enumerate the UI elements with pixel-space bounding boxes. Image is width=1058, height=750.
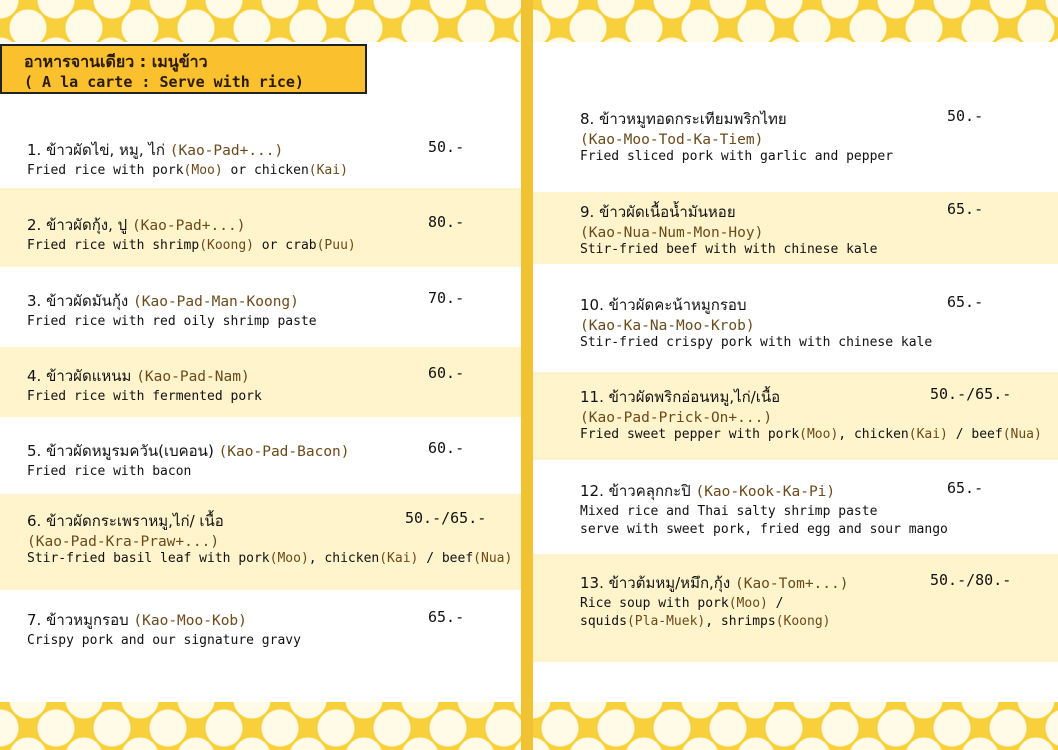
menu-item-romanized: (Kao-Pad-Kra-Praw+...)	[27, 534, 220, 550]
menu-item-romanized: (Kao-Moo-Kob)	[133, 613, 247, 629]
menu-item	[27, 289, 317, 331]
menu-item-romanized: (Kao-Pad-Prick-On+...)	[580, 410, 773, 426]
page-divider	[521, 0, 533, 750]
description-highlight: (Kai)	[308, 163, 348, 178]
description-text: , shrimps	[705, 614, 776, 629]
menu-item-romanized: (Kao-Pad-Bacon)	[218, 444, 350, 460]
menu-item-romanized: (Kao-Ka-Na-Moo-Krob)	[580, 318, 755, 334]
description-text: squids	[580, 614, 627, 629]
section-title-english: ( A la carte : Serve with rice)	[24, 73, 304, 91]
menu-item-price: 65.-	[428, 608, 465, 626]
menu-item-thai: 1. ข้าวผัดไข่, หมู, ไก่	[27, 141, 170, 159]
section-header	[0, 44, 367, 94]
menu-item-romanized: (Kao-Pad+...)	[131, 218, 246, 234]
menu-item-name	[580, 571, 848, 595]
menu-item-description	[27, 550, 512, 568]
menu-item-description	[580, 148, 893, 166]
section-title-thai: อาหารจานเดียว : เมนูข้าว	[24, 52, 208, 71]
menu-item-price: 80.-	[428, 213, 465, 231]
menu-item-description	[27, 162, 348, 180]
menu-item-description	[27, 388, 262, 406]
description-text: , chicken	[838, 427, 909, 442]
menu-item-description	[580, 595, 848, 613]
menu-item-name	[580, 293, 932, 317]
description-highlight: (Moo)	[799, 427, 839, 442]
menu-item-price: 50.-/65.-	[930, 385, 1012, 403]
menu-item-name	[27, 213, 356, 237]
menu-item-price: 50.-	[947, 107, 984, 125]
menu-item	[27, 439, 350, 481]
menu-item-description	[27, 632, 301, 650]
description-text: or crab	[253, 238, 317, 253]
description-text: Fried rice with shrimp	[27, 238, 200, 253]
menu-item-price: 65.-	[947, 479, 984, 497]
menu-item-price: 60.-	[428, 364, 465, 382]
menu-item-romanized: (Kao-Moo-Tod-Ka-Tiem)	[580, 132, 764, 148]
menu-item-thai: 2. ข้าวผัดกุ้ง, ปู	[27, 216, 132, 234]
menu-item-name	[580, 107, 893, 131]
menu-item-thai: 3. ข้าวผัดมันกุ้ง	[27, 292, 134, 310]
menu-item-name	[27, 608, 301, 632]
menu-item-thai: 10. ข้าวผัดคะน้าหมูกรอบ	[580, 296, 747, 314]
description-text: / beef	[947, 427, 1003, 442]
menu-item-romanized: (Kao-Nua-Num-Mon-Hoy)	[580, 225, 764, 241]
menu-item-name	[580, 479, 948, 503]
description-text: Crispy pork and our signature gravy	[27, 633, 301, 648]
description-text: serve with sweet pork, fried egg and sour mango	[580, 522, 948, 537]
menu-item-price: 50.-/80.-	[930, 571, 1012, 589]
menu-item-description	[580, 241, 877, 259]
menu-item-name	[27, 138, 348, 162]
menu-item	[27, 213, 356, 255]
menu-item	[580, 479, 948, 539]
description-text: Fried rice with pork	[27, 163, 184, 178]
description-text: Stir-fried basil leaf with pork	[27, 551, 270, 566]
menu-item-price: 65.-	[947, 293, 984, 311]
menu-item	[580, 293, 932, 352]
menu-item-thai: 5. ข้าวผัดหมูรมควัน(เบคอน)	[27, 442, 219, 460]
menu-item-romanized: (Kao-Kook-Ka-Pi)	[695, 484, 836, 500]
menu-item-romanized: (Kao-Tom+...)	[734, 576, 849, 592]
menu-item-price: 70.-	[428, 289, 465, 307]
description-text: Fried sliced pork with garlic and pepper	[580, 149, 894, 164]
description-text: / beef	[418, 551, 474, 566]
description-text: Fried rice with red oily shrimp paste	[27, 314, 317, 329]
menu-item-romanized: (Kao-Pad-Nam)	[136, 369, 250, 385]
description-highlight: (Kai)	[379, 551, 419, 566]
menu-item-name	[27, 289, 317, 313]
menu-item-price: 50.-/65.-	[405, 509, 487, 527]
menu-item-romanized: (Kao-Pad-Man-Koong)	[133, 294, 299, 310]
menu-item-price: 65.-	[947, 200, 984, 218]
menu-item	[27, 138, 348, 180]
menu-item-name	[27, 364, 262, 388]
menu-item	[580, 107, 893, 166]
menu-item-thai: 9. ข้าวผัดเนื้อน้ำมันหอย	[580, 203, 736, 221]
menu-item-thai: 13. ข้าวต้มหมู/หมึก,กุ้ง	[580, 574, 735, 592]
description-text: Fried rice with bacon	[27, 464, 192, 479]
menu-item-description	[27, 463, 350, 481]
description-text: Rice soup with pork	[580, 596, 729, 611]
menu-item-description	[580, 503, 948, 521]
menu-item	[580, 200, 877, 259]
description-highlight: (Nua)	[473, 551, 513, 566]
menu-item-price: 60.-	[428, 439, 465, 457]
menu-item-name	[580, 200, 877, 224]
description-text: , chicken	[308, 551, 380, 566]
description-highlight: (Moo)	[183, 163, 223, 178]
menu-item-description	[580, 521, 948, 539]
description-highlight: (Nua)	[1002, 427, 1042, 442]
menu-item-description	[27, 237, 356, 255]
menu-item-name	[27, 439, 350, 463]
menu-item-description	[580, 426, 1042, 444]
menu-item	[580, 571, 848, 631]
description-highlight: (Puu)	[316, 238, 356, 253]
menu-item-thai: 7. ข้าวหมูกรอบ	[27, 611, 134, 629]
menu-item	[27, 608, 301, 650]
menu-item-description	[580, 613, 848, 631]
description-text: Stir-fried beef with with chinese kale	[580, 242, 878, 257]
description-text: Mixed rice and Thai salty shrimp paste	[580, 504, 878, 519]
description-text: or chicken	[222, 163, 309, 178]
description-highlight: (Moo)	[728, 596, 768, 611]
description-highlight: (Moo)	[269, 551, 309, 566]
menu-item-description	[27, 313, 317, 331]
description-text: Stir-fried crispy pork with with chinese kale	[580, 335, 933, 350]
description-text: Fried rice with fermented pork	[27, 389, 262, 404]
menu-item-thai: 12. ข้าวคลุกกะปิ	[580, 482, 696, 500]
menu-item-thai: 6. ข้าวผัดกระเพราหมู,ไก่/ เนื้อ	[27, 512, 224, 530]
menu-item-thai: 8. ข้าวหมูทอดกระเทียมพริกไทย	[580, 110, 787, 128]
description-highlight: (Kai)	[908, 427, 948, 442]
menu-item-price: 50.-	[428, 138, 465, 156]
description-text: Fried sweet pepper with pork	[580, 427, 800, 442]
menu-item-description	[580, 334, 932, 352]
description-text: /	[767, 596, 784, 611]
menu-item-thai: 11. ข้าวผัดพริกอ่อนหมู,ไก่/เนื้อ	[580, 388, 781, 406]
menu-item-thai: 4. ข้าวผัดแหนม	[27, 367, 137, 385]
menu-item	[27, 364, 262, 406]
description-highlight: (Koong)	[199, 238, 254, 253]
description-highlight: (Pla-Muek)	[626, 614, 706, 629]
description-highlight: (Koong)	[775, 614, 831, 629]
menu-item-romanized: (Kao-Pad+...)	[169, 143, 284, 159]
